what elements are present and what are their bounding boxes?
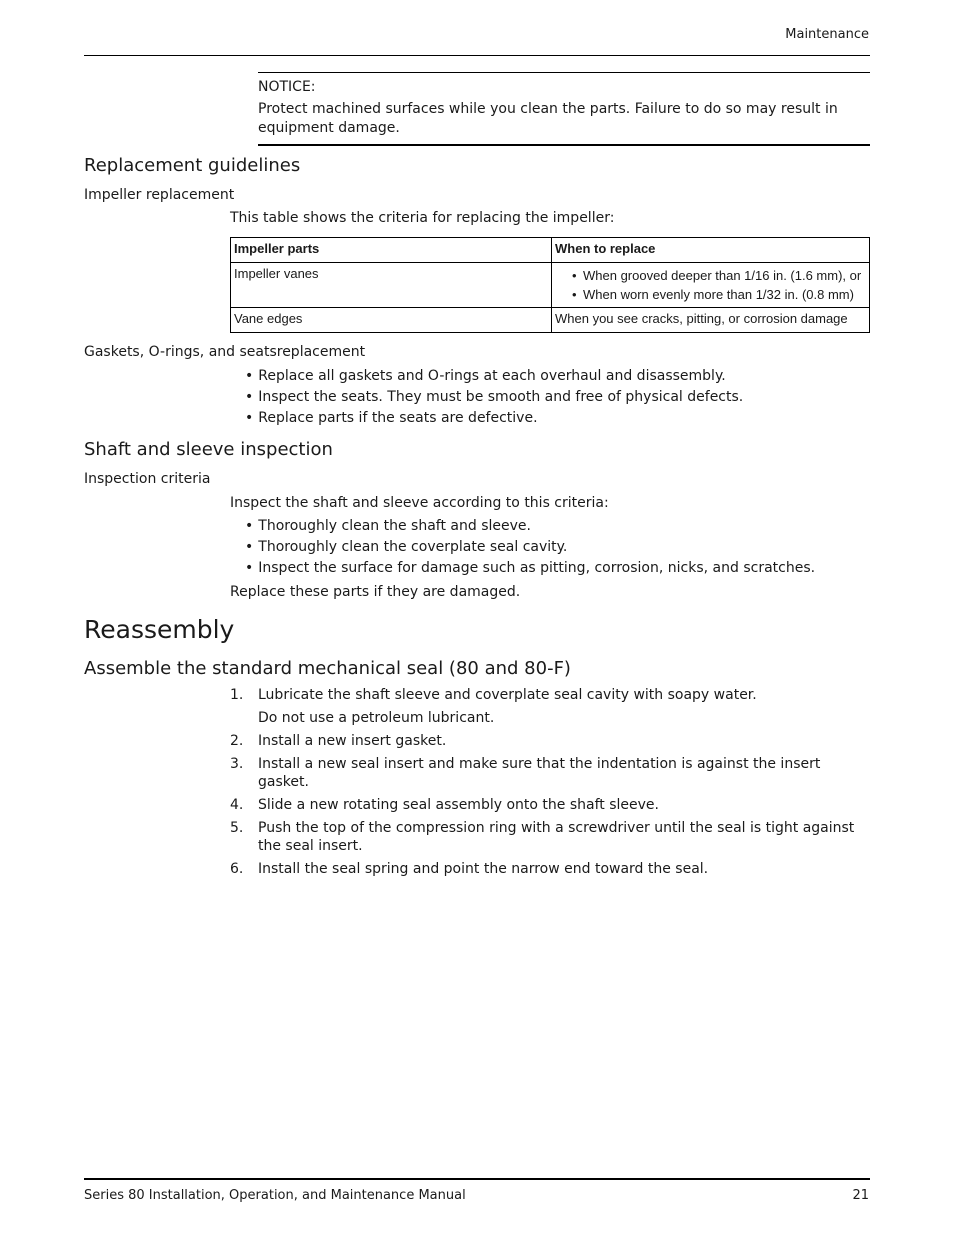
step-text: Slide a new rotating seal assembly onto the shaft sleeve.: [258, 797, 659, 813]
list-item: • Inspect the seats. They must be smooth and free of physical defects.: [245, 387, 743, 408]
gaskets-bullet-list: [245, 366, 743, 429]
step-text: Push the top of the compression ring with a screwdriver until the seal is tight against the seal insert.: [258, 820, 855, 854]
table-cell-part: Impeller vanes: [231, 263, 552, 308]
step-text: Lubricate the shaft sleeve and coverplate seal cavity with soapy water.: [258, 687, 757, 703]
impeller-criteria-table: [230, 237, 870, 333]
step-text: Install the seal spring and point the narrow end toward the seal.: [258, 861, 709, 877]
heading-shaft-sleeve: Shaft and sleeve inspection: [84, 439, 333, 460]
list-item: [230, 860, 870, 878]
criteria-list: [555, 266, 866, 304]
shaft-bullet-list: [245, 516, 815, 579]
page-number: 21: [852, 1188, 869, 1203]
header-rule: [84, 55, 870, 56]
impeller-intro: This table shows the criteria for replacing the impeller:: [230, 210, 615, 226]
heading-assemble-seal: Assemble the standard mechanical seal (80 and 80-F): [84, 658, 571, 679]
list-item: [230, 686, 870, 727]
table-header-cell: Impeller parts: [231, 238, 552, 263]
step-number: 5.: [230, 820, 244, 836]
list-item: [230, 755, 870, 791]
step-note: Do not use a petroleum lubricant.: [258, 710, 495, 726]
notice-text: Protect machined surfaces while you clean the parts. Failure to do so may result in equipment damage.: [258, 101, 838, 136]
criteria-item: • When worn evenly more than 1/32 in. (0.8 mm): [583, 285, 866, 304]
table-cell-criteria: [552, 263, 870, 308]
list-item: • Inspect the surface for damage such as pitting, corrosion, nicks, and scratches.: [245, 558, 815, 579]
list-item: [230, 732, 870, 750]
table-row: [231, 263, 870, 308]
subheading-gaskets: Gaskets, O-rings, and seatsreplacement: [84, 344, 366, 360]
criteria-item: • When grooved deeper than 1/16 in. (1.6 mm), or: [583, 266, 866, 285]
shaft-outro: Replace these parts if they are damaged.: [230, 584, 521, 600]
step-text: Install a new insert gasket.: [258, 733, 447, 749]
list-item: • Replace parts if the seats are defective.: [245, 408, 743, 429]
step-text: Install a new seal insert and make sure that the indentation is against the insert gasket.: [258, 756, 821, 790]
step-number: 1.: [230, 687, 244, 703]
subheading-inspection-criteria: Inspection criteria: [84, 471, 211, 487]
notice-title: NOTICE:: [258, 79, 316, 95]
step-number: 2.: [230, 733, 244, 749]
heading-replacement-guidelines: Replacement guidelines: [84, 155, 301, 176]
seal-steps-list: [230, 686, 870, 883]
heading-reassembly: Reassembly: [84, 615, 235, 644]
table-cell-part: Vane edges: [231, 308, 552, 333]
table-header-cell: When to replace: [552, 238, 870, 263]
footer-title: Series 80 Installation, Operation, and Maintenance Manual: [84, 1188, 466, 1203]
table-row: [231, 308, 870, 333]
step-number: 3.: [230, 756, 244, 772]
list-item: [230, 819, 870, 855]
shaft-intro: Inspect the shaft and sleeve according to this criteria:: [230, 495, 609, 511]
list-item: • Replace all gaskets and O-rings at each overhaul and disassembly.: [245, 366, 743, 387]
table-cell-criteria: When you see cracks, pitting, or corrosion damage: [552, 308, 870, 333]
list-item: • Thoroughly clean the shaft and sleeve.: [245, 516, 815, 537]
notice-box: [258, 72, 870, 146]
step-number: 4.: [230, 797, 244, 813]
list-item: • Thoroughly clean the coverplate seal cavity.: [245, 537, 815, 558]
step-number: 6.: [230, 861, 244, 877]
subheading-impeller-replacement: Impeller replacement: [84, 187, 235, 203]
running-header: Maintenance: [785, 27, 869, 42]
table-header-row: [231, 238, 870, 263]
footer-rule: [84, 1178, 870, 1180]
list-item: [230, 796, 870, 814]
